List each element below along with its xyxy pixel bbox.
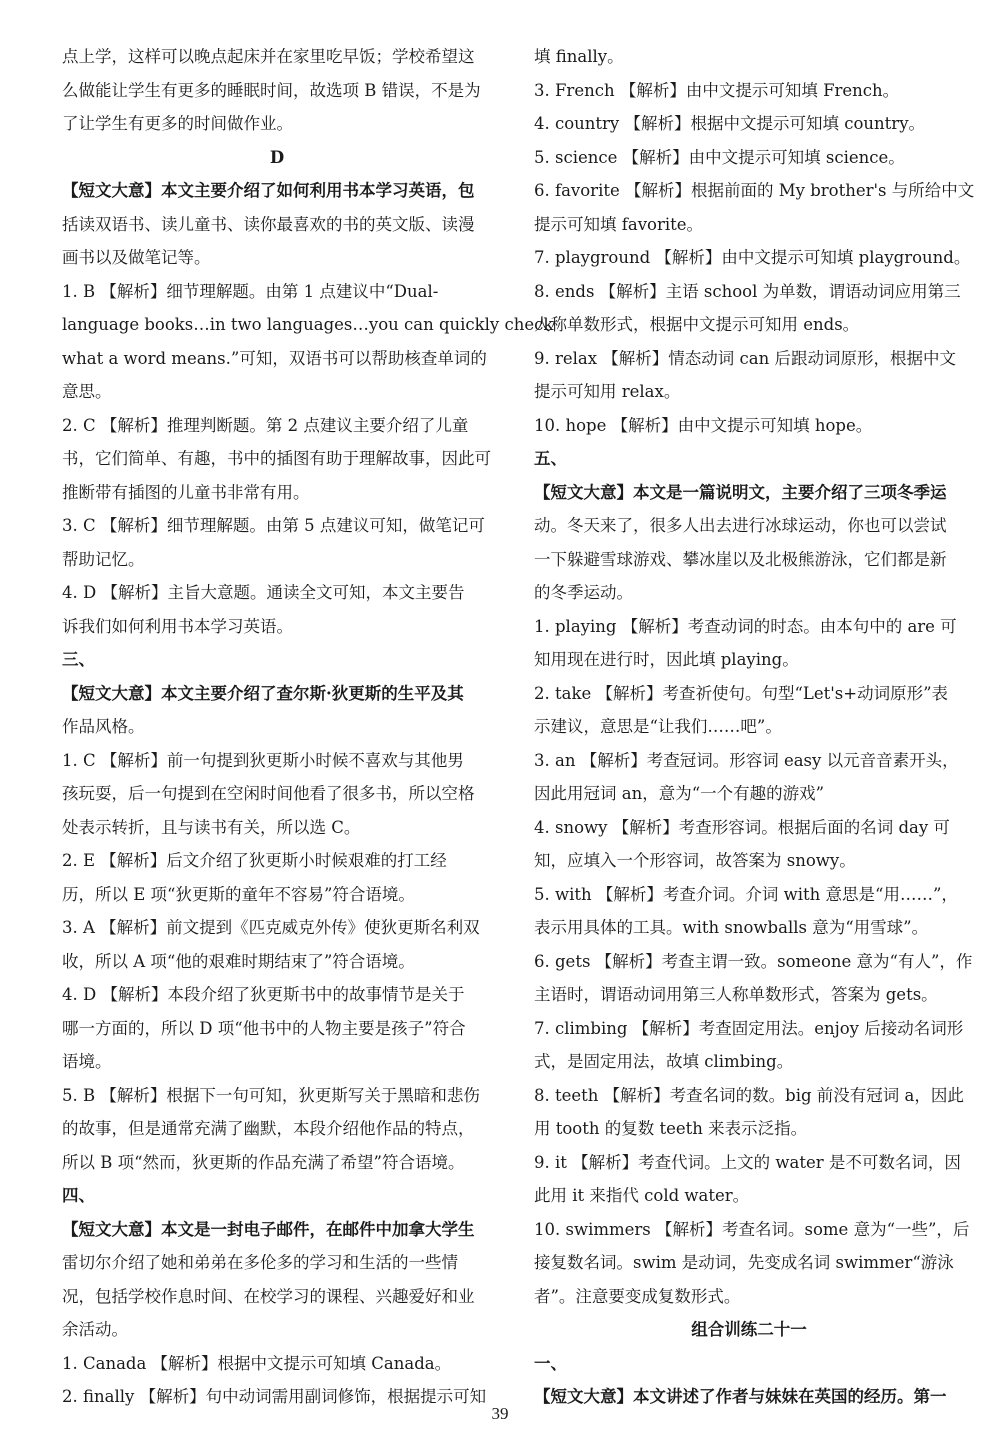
text-line: 4. D 【解析】主旨大意题。通读全文可知，本文主要告: [62, 583, 465, 602]
text-line: 画书以及做笔记等。: [62, 248, 211, 267]
text-line: 人称单数形式，根据中文提示可知用 ends。: [534, 315, 860, 334]
text-line: 用 tooth 的复数 teeth 来表示泛指。: [534, 1119, 808, 1138]
text-line: 作品风格。: [62, 717, 145, 736]
text-line: 因此用冠词 an，意为“一个有趣的游戏”: [534, 784, 825, 803]
text-line: 8. teeth 【解析】考查名词的数。big 前没有冠词 a，因此: [534, 1085, 964, 1105]
text-line: 4. country 【解析】根据中文提示可知填 country。: [534, 114, 926, 133]
text-line: 【短文大意】本文讲述了作者与妹妹在英国的经历。第一: [534, 1387, 947, 1406]
text-line: 一、: [534, 1353, 567, 1373]
text-line: 6. favorite 【解析】根据前面的 My brother's 与所给中文: [534, 181, 975, 200]
text-line: 5. with 【解析】考查介词。介词 with 意思是“用……”，: [534, 884, 958, 904]
text-line: 语境。: [62, 1052, 112, 1071]
text-line: 示建议，意思是“让我们……吧”。: [534, 717, 782, 736]
text-line: 表示用具体的工具。with snowballs 意为“用雪球”。: [534, 918, 929, 937]
text-line: 帮助记忆。: [62, 549, 145, 569]
text-line: 2. C 【解析】推理判断题。第 2 点建议主要介绍了儿童: [62, 415, 469, 435]
text-line: what a word means.”可知，双语书可以帮助核查单词的: [62, 348, 487, 368]
text-line: 3. an 【解析】考查冠词。形容词 easy 以元音音素开头，: [534, 750, 959, 770]
text-line: 括读双语书、读儿童书、读你最喜欢的书的英文版、读漫: [62, 214, 475, 234]
page-number: 39: [491, 1404, 509, 1423]
text-line: 1. B 【解析】细节理解题。由第 1 点建议中“Dual-: [62, 281, 439, 301]
text-line: 者”。注意要变成复数形式。: [534, 1286, 741, 1306]
text-line: 10. swimmers 【解析】考查名词。some 意为“一些”，后: [534, 1219, 970, 1239]
text-line: 3. A 【解析】前文提到《匹克威克外传》使狄更斯名利双: [62, 918, 480, 937]
text-line: 7. climbing 【解析】考查固定用法。enjoy 后接动名词形: [534, 1018, 964, 1038]
text-line: 诉我们如何利用书本学习英语。: [62, 616, 293, 636]
text-line: language books…in two languages…you can quickly check: [62, 315, 554, 334]
text-line: 【短文大意】本文是一封电子邮件，在邮件中加拿大学生: [62, 1219, 475, 1239]
text-line: 收，所以 A 项“他的艰难时期结束了”符合语境。: [62, 951, 415, 971]
text-line: 1. playing 【解析】考查动词的时态。由本句中的 are 可: [534, 616, 957, 636]
text-line: 7. playground 【解析】由中文提示可知填 playground。: [534, 248, 971, 267]
text-line: 哪一方面的，所以 D 项“他书中的人物主要是孩子”符合: [62, 1018, 466, 1038]
text-line: 4. D 【解析】本段介绍了狄更斯书中的故事情节是关于: [62, 985, 465, 1004]
text-line: 的故事，但是通常充满了幽默，本段介绍他作品的特点，: [62, 1119, 475, 1138]
text-line: D: [269, 147, 285, 167]
text-line: 【短文大意】本文主要介绍了查尔斯·狄更斯的生平及其: [62, 683, 464, 703]
text-line: 的冬季运动。: [534, 583, 633, 602]
text-line: 雷切尔介绍了她和弟弟在多伦多的学习和生活的一些情: [62, 1253, 458, 1272]
text-line: 5. science 【解析】由中文提示可知填 science。: [534, 147, 905, 167]
text-line: 此用 it 来指代 cold water。: [534, 1186, 750, 1205]
text-line: 孩玩耍，后一句提到在空闲时间他看了很多书，所以空格: [62, 784, 475, 803]
text-line: 2. finally 【解析】句中动词需用副词修饰，根据提示可知: [62, 1387, 487, 1406]
text-line: 么做能让学生有更多的睡眠时间，故选项 B 错误，不是为: [62, 80, 481, 100]
text-line: 8. ends 【解析】主语 school 为单数，谓语动词应用第三: [534, 281, 961, 301]
text-line: 9. relax 【解析】情态动词 can 后跟动词原形，根据中文: [534, 348, 956, 368]
text-line: 5. B 【解析】根据下一句可知，狄更斯写关于黑暗和悲伤: [62, 1085, 480, 1105]
text-line: 所以 B 项“然而，狄更斯的作品充满了希望”符合语境。: [62, 1152, 465, 1172]
text-line: 主语时，谓语动词用第三人称单数形式，答案为 gets。: [534, 985, 938, 1004]
text-line: 余活动。: [62, 1320, 128, 1339]
text-line: 10. hope 【解析】由中文提示可知填 hope。: [534, 415, 873, 435]
text-line: 1. Canada 【解析】根据中文提示可知填 Canada。: [62, 1353, 452, 1373]
text-line: 【短文大意】本文主要介绍了如何利用书本学习英语，包: [62, 181, 475, 200]
text-line: 五、: [534, 449, 567, 468]
text-line: 式，是固定用法，故填 climbing。: [534, 1052, 794, 1071]
text-line: 4. snowy 【解析】考查形容词。根据后面的名词 day 可: [534, 817, 950, 837]
text-line: 3. C 【解析】细节理解题。由第 5 点建议可知，做笔记可: [62, 516, 485, 535]
text-line: 处表示转折，且与读书有关，所以选 C。: [62, 817, 361, 837]
text-line: 6. gets 【解析】考查主谓一致。someone 意为“有人”，作: [534, 951, 973, 971]
text-line: 提示可知用 relax。: [534, 382, 681, 401]
text-line: 知，应填入一个形容词，故答案为 snowy。: [534, 851, 856, 870]
text-line: 提示可知填 favorite。: [534, 214, 704, 234]
text-line: 【短文大意】本文是一篇说明文，主要介绍了三项冬季运: [534, 482, 947, 502]
text-line: 历，所以 E 项“狄更斯的童年不容易”符合语境。: [62, 884, 415, 904]
right-column: [534, 40, 975, 1414]
text-line: 三、: [62, 650, 95, 669]
text-line: 知用现在进行时，因此填 playing。: [534, 650, 799, 669]
text-line: 意思。: [62, 382, 112, 401]
text-line: 推断带有插图的儿童书非常有用。: [62, 482, 310, 502]
text-line: 况，包括学校作息时间、在校学习的课程、兴趣爱好和业: [62, 1286, 475, 1306]
text-line: 组合训练二十一: [691, 1320, 807, 1339]
text-line: 1. C 【解析】前一句提到狄更斯小时候不喜欢与其他男: [62, 750, 464, 770]
text-line: 填 finally。: [534, 47, 624, 66]
text-line: 点上学，这样可以晚点起床并在家里吃早饭；学校希望这: [62, 47, 475, 66]
text-line: 3. French 【解析】由中文提示可知填 French。: [534, 80, 900, 100]
text-line: 四、: [62, 1186, 95, 1205]
text-line: 9. it 【解析】考查代词。上文的 water 是不可数名词，因: [534, 1152, 961, 1172]
text-line: 书，它们简单、有趣，书中的插图有助于理解故事，因此可: [62, 449, 491, 468]
text-line: 接复数名词。swim 是动词，先变成名词 swimmer“游泳: [534, 1253, 954, 1272]
text-line: 一下躲避雪球游戏、攀冰崖以及北极熊游泳，它们都是新: [534, 549, 947, 569]
text-line: 2. take 【解析】考查祈使句。句型“Let's+动词原形”表: [534, 683, 949, 703]
text-line: 动。冬天来了，很多人出去进行冰球运动，你也可以尝试: [534, 516, 947, 535]
text-line: 2. E 【解析】后文介绍了狄更斯小时候艰难的打工经: [62, 851, 447, 870]
text-line: 了让学生有更多的时间做作业。: [62, 114, 293, 133]
